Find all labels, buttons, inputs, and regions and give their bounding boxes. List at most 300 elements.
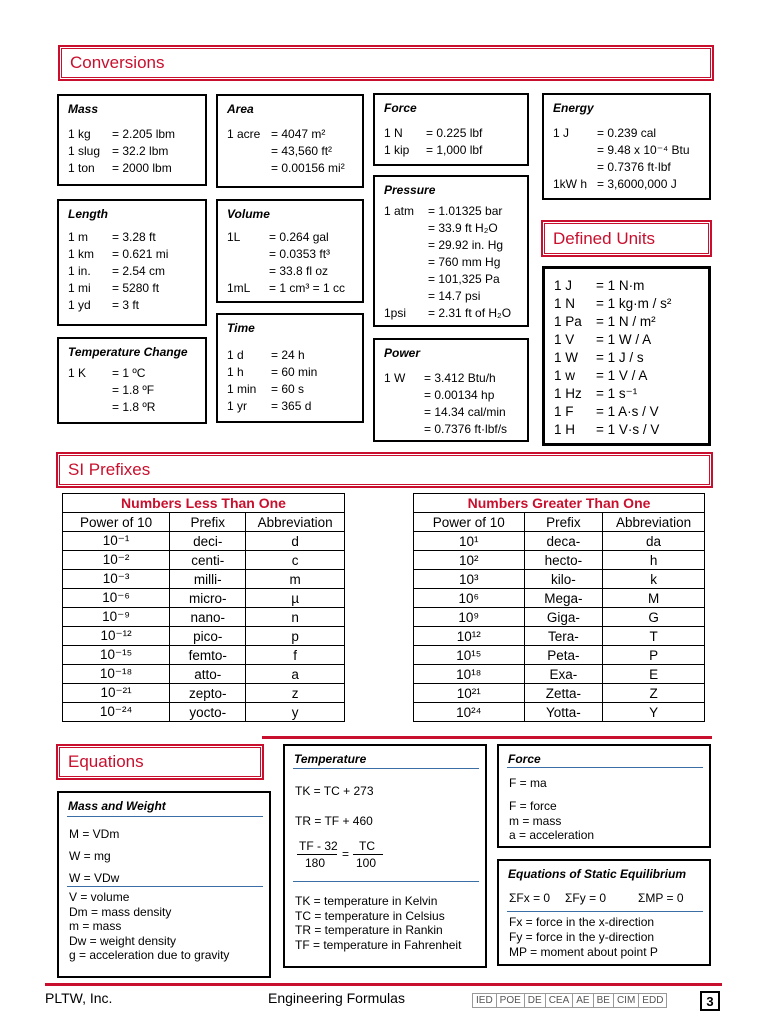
unit-value: = 2.205 lbm xyxy=(112,127,176,141)
unit-value: = 0.621 mi xyxy=(112,247,169,261)
table-row xyxy=(63,627,345,646)
unit-label xyxy=(227,246,269,263)
unit-value: = 4047 m² xyxy=(271,127,326,141)
table-row xyxy=(414,646,705,665)
conversion-row xyxy=(227,364,317,381)
cell-power: 10⁻²⁴ xyxy=(63,703,170,722)
conversion-row xyxy=(384,404,507,421)
cell-power: 10⁶ xyxy=(414,589,525,608)
unit-label xyxy=(384,220,428,237)
cell-power: 10⁻² xyxy=(63,551,170,570)
table-row xyxy=(414,684,705,703)
unit-label: 1 yr xyxy=(227,399,248,413)
conversion-row xyxy=(68,365,155,382)
unit-value: = 0.7376 ft·lbf xyxy=(597,160,671,174)
table-row xyxy=(414,532,705,551)
definition: TC = temperature in Celsius xyxy=(295,908,445,923)
unit-value: = 3 ft xyxy=(112,298,140,312)
unit-label xyxy=(384,254,428,271)
conversion-row xyxy=(384,387,507,404)
temperature-change-box xyxy=(57,337,207,424)
conversion-row xyxy=(227,347,317,364)
cell-prefix: zepto- xyxy=(170,684,246,703)
unit-label: 1 slug xyxy=(68,144,101,158)
fraction-bar xyxy=(353,854,383,855)
prefix-table-greater-caption: Numbers Greater Than One xyxy=(414,494,705,513)
static-eq-m: ΣMP = 0 xyxy=(638,891,684,905)
pressure-rows xyxy=(384,203,511,322)
unit-label: 1 acre xyxy=(227,127,261,141)
unit-value: = 43,560 ft² xyxy=(271,144,333,158)
unit-label: 1kW h xyxy=(553,177,588,191)
unit-value: = 1.01325 bar xyxy=(428,204,503,218)
conversion-row xyxy=(384,220,511,237)
conversion-row xyxy=(384,254,511,271)
footer-rule xyxy=(45,983,722,986)
unit-label xyxy=(227,143,271,160)
cell-abbreviation: m xyxy=(246,570,345,589)
course-tags xyxy=(472,993,666,1008)
defined-rows xyxy=(554,277,671,439)
length-box xyxy=(57,199,207,326)
divider xyxy=(293,881,479,882)
mass-weight-defs xyxy=(69,890,229,963)
temp-eq-1: TK = TC + 273 xyxy=(295,784,374,798)
cell-power: 10²¹ xyxy=(414,684,525,703)
definition: Dw = weight density xyxy=(69,933,177,948)
unit-value: = 14.7 psi xyxy=(428,289,481,303)
unit-value: = 0.00156 mi² xyxy=(271,161,345,175)
cell-prefix: Mega- xyxy=(524,589,603,608)
unit-value: = 3.28 ft xyxy=(112,230,156,244)
unit-label: 1 W xyxy=(384,371,406,385)
cell-prefix: deca- xyxy=(524,532,603,551)
time-rows xyxy=(227,347,317,415)
unit-label: 1 N xyxy=(554,296,576,311)
course-tag: DE xyxy=(524,993,546,1008)
conversion-row xyxy=(384,271,511,288)
conversion-row xyxy=(384,142,482,159)
cell-power: 10¹⁸ xyxy=(414,665,525,684)
cell-abbreviation: n xyxy=(246,608,345,627)
table-row xyxy=(63,551,345,570)
cell-prefix: yocto- xyxy=(170,703,246,722)
course-tag: AE xyxy=(572,993,593,1008)
static-title: Equations of Static Equilibrium xyxy=(508,867,687,881)
unit-value: = 2000 lbm xyxy=(112,161,172,175)
cell-prefix: Tera- xyxy=(524,627,603,646)
time-box xyxy=(216,313,364,423)
unit-value: = 760 mm Hg xyxy=(428,255,501,269)
conversion-row xyxy=(554,385,671,403)
defined-units-title: Defined Units xyxy=(553,228,656,248)
unit-value: = 1 kg·m / s² xyxy=(596,296,672,311)
cell-prefix: pico- xyxy=(170,627,246,646)
conversion-row xyxy=(227,160,345,177)
unit-value: = 60 s xyxy=(271,382,305,396)
col-header-abbr: Abbreviation xyxy=(603,513,705,532)
unit-value: = 2.54 cm xyxy=(112,264,166,278)
prefix-table-less-caption: Numbers Less Than One xyxy=(63,494,345,513)
conversion-row xyxy=(68,160,175,177)
force-defs xyxy=(509,799,594,843)
conversion-row xyxy=(553,176,690,193)
cell-abbreviation: µ xyxy=(246,589,345,608)
definition: Dm = mass density xyxy=(69,904,172,919)
temp-eq-2: TR = TF + 460 xyxy=(295,814,373,828)
si-prefixes-header xyxy=(56,452,713,488)
area-box xyxy=(216,94,364,188)
unit-label: 1 ton xyxy=(68,161,95,175)
cell-abbreviation: Y xyxy=(603,703,705,722)
temp-change-rows xyxy=(68,365,155,416)
conversion-row xyxy=(68,382,155,399)
unit-value: = 5280 ft xyxy=(112,281,160,295)
cell-power: 10⁻¹ xyxy=(63,532,170,551)
unit-value: = 365 d xyxy=(271,399,312,413)
conversion-row xyxy=(227,229,345,246)
cell-power: 10⁹ xyxy=(414,608,525,627)
table-row xyxy=(414,570,705,589)
page-number: 3 xyxy=(700,991,720,1011)
area-rows xyxy=(227,126,345,177)
equation: M = VDm xyxy=(69,827,120,841)
title-underline xyxy=(293,768,479,769)
unit-label: 1psi xyxy=(384,306,407,320)
cell-abbreviation: M xyxy=(603,589,705,608)
unit-label: 1 K xyxy=(68,366,87,380)
cell-prefix: Exa- xyxy=(524,665,603,684)
equation: W = mg xyxy=(69,849,111,863)
force-equation: F = ma xyxy=(509,776,547,790)
conversion-row xyxy=(227,143,345,160)
unit-label: 1L xyxy=(227,230,241,244)
mass-weight-box xyxy=(57,791,271,978)
conversion-row xyxy=(68,399,155,416)
unit-label: 1 kg xyxy=(68,127,91,141)
cell-power: 10⁻¹⁵ xyxy=(63,646,170,665)
mass-weight-equations xyxy=(69,823,119,889)
col-header-prefix: Prefix xyxy=(524,513,603,532)
cell-abbreviation: a xyxy=(246,665,345,684)
unit-label: 1 Hz xyxy=(554,386,582,401)
power-rows xyxy=(384,370,507,438)
energy-box xyxy=(542,93,711,200)
mass-title: Mass xyxy=(68,102,99,116)
static-eq-y: ΣFy = 0 xyxy=(565,891,607,905)
unit-label xyxy=(553,159,597,176)
si-prefixes-title: SI Prefixes xyxy=(68,460,151,479)
conversion-row xyxy=(227,263,345,280)
title-underline xyxy=(507,767,703,768)
conversion-row xyxy=(384,203,511,220)
conversion-row xyxy=(384,288,511,305)
definition: a = acceleration xyxy=(509,828,595,842)
unit-value: = 1 J / s xyxy=(596,350,644,365)
energy-title: Energy xyxy=(553,101,594,115)
fraction-bar xyxy=(297,854,337,855)
unit-label: 1 F xyxy=(554,404,574,419)
conversion-row xyxy=(384,421,507,438)
unit-value: = 1 cm³ = 1 cc xyxy=(269,281,346,295)
unit-value: = 14.34 cal/min xyxy=(424,405,506,419)
unit-value: = 9.48 x 10⁻⁴ Btu xyxy=(597,143,690,157)
conversion-row xyxy=(68,229,168,246)
col-header-abbr: Abbreviation xyxy=(246,513,345,532)
cell-prefix: hecto- xyxy=(524,551,603,570)
conversion-row xyxy=(554,403,671,421)
fraction-right-num: TC xyxy=(359,839,375,853)
static-eq-x: ΣFx = 0 xyxy=(509,891,551,905)
divider xyxy=(507,911,703,912)
conversion-row xyxy=(554,313,671,331)
unit-label: 1 m xyxy=(68,230,89,244)
length-rows xyxy=(68,229,168,314)
unit-value: = 1 W / A xyxy=(596,332,652,347)
table-row xyxy=(414,627,705,646)
unit-label: 1 V xyxy=(554,332,575,347)
definition: m = mass xyxy=(69,919,122,933)
unit-label xyxy=(553,142,597,159)
cell-power: 10⁻¹⁸ xyxy=(63,665,170,684)
course-tag: EDD xyxy=(638,993,667,1008)
unit-value: = 29.92 in. Hg xyxy=(428,238,504,252)
cell-power: 10⁻¹² xyxy=(63,627,170,646)
cell-abbreviation: T xyxy=(603,627,705,646)
force-equation-box xyxy=(497,744,711,848)
unit-label: 1 mi xyxy=(68,281,91,295)
unit-value: = 24 h xyxy=(271,348,305,362)
unit-label xyxy=(68,382,112,399)
course-tag: CIM xyxy=(613,993,639,1008)
cell-abbreviation: P xyxy=(603,646,705,665)
conversion-row xyxy=(227,246,345,263)
static-defs xyxy=(509,915,658,960)
divider xyxy=(67,886,263,887)
unit-label xyxy=(227,160,271,177)
course-tag: BE xyxy=(593,993,614,1008)
unit-value: = 1,000 lbf xyxy=(426,143,483,157)
unit-value: = 2.31 ft of H₂O xyxy=(428,306,512,320)
unit-value: = 3.412 Btu/h xyxy=(424,371,496,385)
conversion-row xyxy=(554,331,671,349)
cell-prefix: milli- xyxy=(170,570,246,589)
conversions-header xyxy=(58,45,714,81)
force-rows xyxy=(384,125,482,159)
volume-box xyxy=(216,199,364,303)
unit-label: 1 in. xyxy=(68,264,91,278)
course-tag: CEA xyxy=(545,993,574,1008)
unit-value: = 1 ºC xyxy=(112,366,146,380)
area-title: Area xyxy=(227,102,254,116)
cell-abbreviation: G xyxy=(603,608,705,627)
table-row xyxy=(414,703,705,722)
course-tag: IED xyxy=(472,993,497,1008)
conversion-row xyxy=(553,125,690,142)
conversion-row xyxy=(227,398,317,415)
cell-power: 10⁻⁶ xyxy=(63,589,170,608)
pressure-title: Pressure xyxy=(384,183,436,197)
defined-units-box xyxy=(542,266,711,446)
unit-value: = 1.8 ºF xyxy=(112,383,155,397)
cell-abbreviation: h xyxy=(603,551,705,570)
temperature-box xyxy=(283,744,487,968)
definition: V = volume xyxy=(69,890,130,904)
cell-power: 10¹⁵ xyxy=(414,646,525,665)
unit-label: 1 atm xyxy=(384,204,415,218)
unit-value: = 0.264 gal xyxy=(269,230,329,244)
cell-power: 10²⁴ xyxy=(414,703,525,722)
conversion-row xyxy=(384,125,482,142)
unit-value: = 1.8 ºR xyxy=(112,400,156,414)
conversion-row xyxy=(227,381,317,398)
cell-power: 10⁻⁹ xyxy=(63,608,170,627)
definition: g = acceleration due to gravity xyxy=(69,948,230,962)
conversion-row xyxy=(554,349,671,367)
unit-label: 1 d xyxy=(227,348,244,362)
fraction-equals: = xyxy=(342,847,350,861)
conversion-row xyxy=(553,159,690,176)
table-row xyxy=(63,608,345,627)
unit-value: = 1 N / m² xyxy=(596,314,656,329)
unit-label: 1 J xyxy=(553,126,570,140)
unit-label: 1 w xyxy=(554,368,576,383)
unit-value: = 0.00134 hp xyxy=(424,388,495,402)
unit-value: = 0.7376 ft·lbf/s xyxy=(424,422,508,436)
col-header-power: Power of 10 xyxy=(414,513,525,532)
time-title: Time xyxy=(227,321,255,335)
energy-rows xyxy=(553,125,690,193)
col-header-power: Power of 10 xyxy=(63,513,170,532)
power-title: Power xyxy=(384,346,421,360)
unit-label: 1 kip xyxy=(384,143,410,157)
cell-abbreviation: Z xyxy=(603,684,705,703)
footer-company: PLTW, Inc. xyxy=(45,990,113,1006)
unit-label xyxy=(384,271,428,288)
unit-label: 1 km xyxy=(68,247,95,261)
fraction-left-den: 180 xyxy=(305,856,326,870)
unit-label: 1 N xyxy=(384,126,403,140)
cell-prefix: Giga- xyxy=(524,608,603,627)
cell-abbreviation: k xyxy=(603,570,705,589)
cell-prefix: deci- xyxy=(170,532,246,551)
unit-value: = 1 V·s / V xyxy=(596,422,660,437)
table-row xyxy=(63,589,345,608)
cell-prefix: atto- xyxy=(170,665,246,684)
unit-value: = 101,325 Pa xyxy=(428,272,500,286)
table-row xyxy=(63,646,345,665)
cell-prefix: kilo- xyxy=(524,570,603,589)
cell-abbreviation: da xyxy=(603,532,705,551)
unit-label: 1 Pa xyxy=(554,314,582,329)
cell-power: 10⁻³ xyxy=(63,570,170,589)
table-row xyxy=(414,665,705,684)
table-row xyxy=(63,703,345,722)
force-box xyxy=(373,93,529,166)
equations-header xyxy=(56,744,264,780)
cell-power: 10¹² xyxy=(414,627,525,646)
static-equilibrium-box xyxy=(497,859,711,966)
unit-value: = 0.239 cal xyxy=(597,126,657,140)
cell-power: 10⁻²¹ xyxy=(63,684,170,703)
conversion-row xyxy=(68,263,168,280)
definition: TR = temperature in Rankin xyxy=(295,923,443,937)
table-row xyxy=(63,570,345,589)
mass-weight-title: Mass and Weight xyxy=(68,799,166,813)
force-eq-title: Force xyxy=(508,752,541,766)
cell-power: 10¹ xyxy=(414,532,525,551)
cell-prefix: Yotta- xyxy=(524,703,603,722)
prefix-table-less xyxy=(62,493,345,722)
prefix-table-greater xyxy=(413,493,705,722)
definition: F = force xyxy=(509,799,557,813)
conversion-row xyxy=(384,370,507,387)
unit-label xyxy=(227,263,269,280)
table-row xyxy=(63,532,345,551)
conversions-title: Conversions xyxy=(70,53,165,72)
cell-abbreviation: d xyxy=(246,532,345,551)
definition: TF = temperature in Fahrenheit xyxy=(295,937,462,952)
temperature-title: Temperature xyxy=(294,752,367,766)
title-underline xyxy=(67,816,263,817)
cell-prefix: femto- xyxy=(170,646,246,665)
cell-prefix: micro- xyxy=(170,589,246,608)
conversion-row xyxy=(554,367,671,385)
unit-value: = 3,6000,000 J xyxy=(597,177,677,191)
conversion-row xyxy=(384,237,511,254)
table-row xyxy=(414,608,705,627)
mass-box xyxy=(57,94,207,186)
unit-value: = 0.225 lbf xyxy=(426,126,483,140)
fraction-right-den: 100 xyxy=(356,856,377,870)
cell-prefix: centi- xyxy=(170,551,246,570)
unit-label xyxy=(384,404,424,421)
unit-label: 1 W xyxy=(554,350,579,365)
unit-label: 1 H xyxy=(554,422,576,437)
fraction-left-num: TF - 32 xyxy=(299,839,338,853)
definition: Fy = force in the y-direction xyxy=(509,930,655,944)
conversion-row xyxy=(553,142,690,159)
pressure-box xyxy=(373,175,529,327)
cell-abbreviation: p xyxy=(246,627,345,646)
cell-abbreviation: E xyxy=(603,665,705,684)
conversion-row xyxy=(68,280,168,297)
conversion-row xyxy=(554,421,671,439)
cell-power: 10² xyxy=(414,551,525,570)
unit-label xyxy=(384,387,424,404)
definition: TK = temperature in Kelvin xyxy=(295,894,438,908)
equations-title: Equations xyxy=(68,752,144,771)
table-row xyxy=(63,684,345,703)
power-box xyxy=(373,338,529,442)
volume-rows xyxy=(227,229,345,297)
temperature-change-title: Temperature Change xyxy=(68,345,188,359)
definition: m = mass xyxy=(509,813,562,828)
table-row xyxy=(63,665,345,684)
unit-label: 1 yd xyxy=(68,298,91,312)
cell-abbreviation: f xyxy=(246,646,345,665)
cell-prefix: nano- xyxy=(170,608,246,627)
cell-power: 10³ xyxy=(414,570,525,589)
conversion-row xyxy=(554,295,671,313)
definition: Fx = force in the x-direction xyxy=(509,915,655,929)
conversion-row xyxy=(68,246,168,263)
force-title: Force xyxy=(384,101,417,115)
course-tag: POE xyxy=(496,993,525,1008)
unit-value: = 60 min xyxy=(271,365,318,379)
definition: MP = moment about point P xyxy=(509,945,658,959)
unit-value: = 32.2 lbm xyxy=(112,144,169,158)
